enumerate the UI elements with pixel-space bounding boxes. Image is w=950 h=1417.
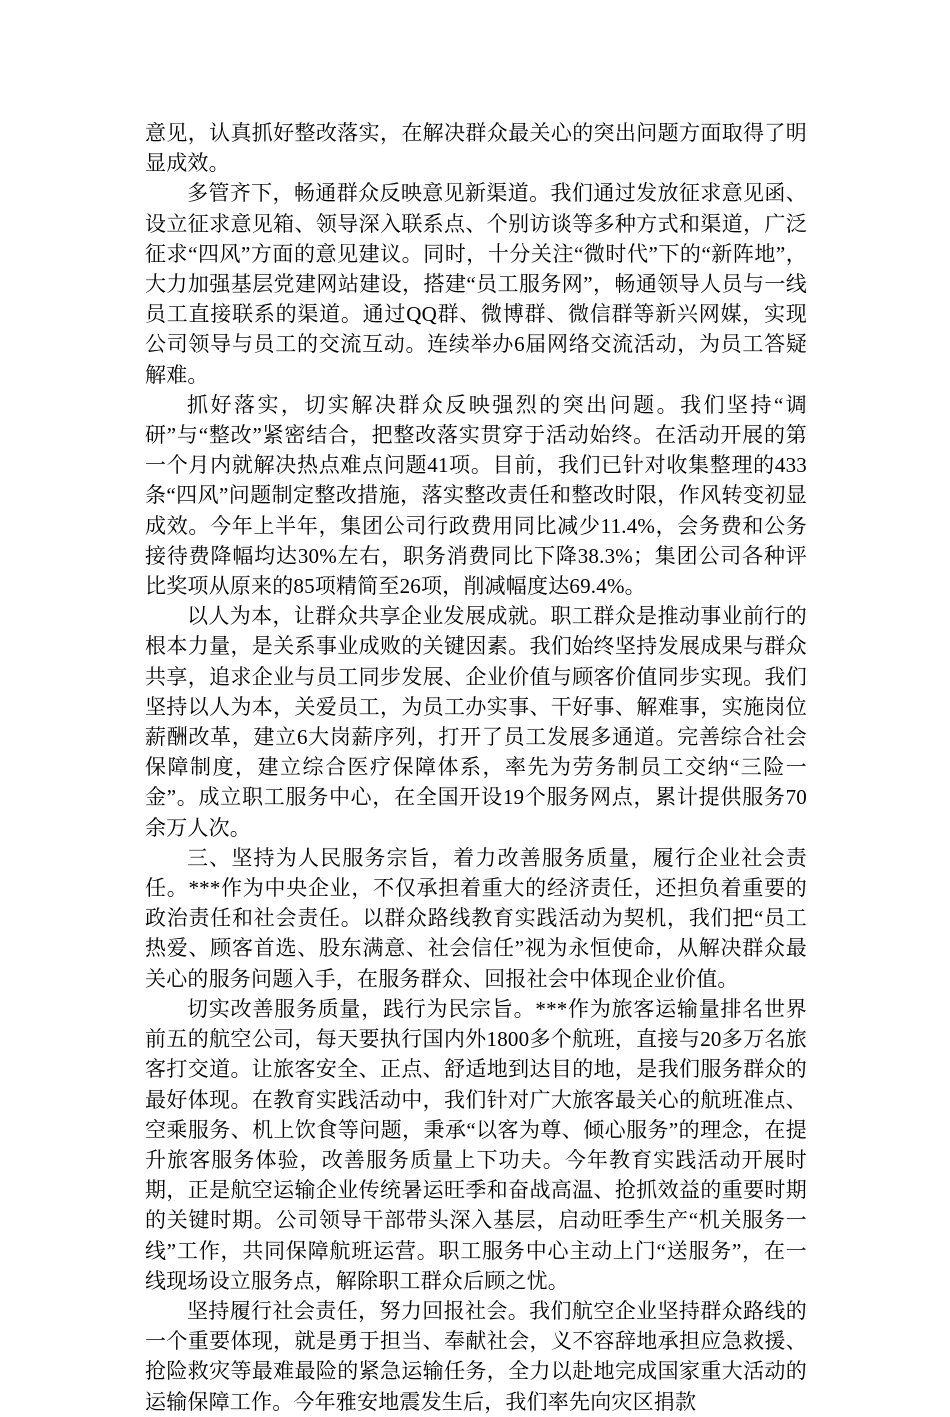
document-body bbox=[145, 118, 807, 1417]
paragraph-continuation: 意见，认真抓好整改落实，在解决群众最关心的突出问题方面取得了明显成效。 bbox=[145, 121, 807, 176]
paragraph-feedback-channels: 多管齐下，畅通群众反映意见新渠道。我们通过发放征求意见函、设立征求意见箱、领导深入联系点、个别访谈等多种方式和渠道，广泛征求“四风”方面的意见建议。同时，十分关注“微时代”下的“新阵地”，大力加强基层党建网站建设，搭建“员工服务网”，畅通领导人员与一线员工直接联系的渠道。通过QQ群、微博群、微信群等新兴网媒，实现公司领导与员工的交流互动。连续举办6届网络交流活动，为员工答疑解难。 bbox=[145, 181, 807, 387]
paragraph-service-quality: 切实改善服务质量，践行为民宗旨。***作为旅客运输量排名世界前五的航空公司，每天要执行国内外1800多个航班，直接与20多万名旅客打交道。让旅客安全、正点、舒适地到达目的地，是我们服务群众的最好体现。在教育实践活动中，我们针对广大旅客最关心的航班准点、空乘服务、机上饮食等问题，秉承“以客为尊、倾心服务”的理念，在提升旅客服务体验，改善服务质量上下功夫。今年教育实践活动开展时期，正是航空运输企业传统暑运旺季和奋战高温、抢抓效益的重要时期的关键时期。公司领导干部带头深入基层，启动旺季生产“机关服务一线”工作，共同保障航班运营。职工服务中心主动上门“送服务”，在一线现场设立服务点，解除职工群众后顾之忧。 bbox=[145, 996, 807, 1293]
paragraph-rectification: 抓好落实，切实解决群众反映强烈的突出问题。我们坚持“调研”与“整改”紧密结合，把整改落实贯穿于活动始终。在活动开展的第一个月内就解决热点难点问题41项。目前，我们已针对收集整理的433条“四风”问题制定整改措施，落实整改责任和整改时限，作风转变初显成效。今年上半年，集团公司行政费用同比减少11.4%，会务费和公务接待费降幅均达30%左右，职务消费同比下降38.3%；集团公司各种评比奖项从原来的85项精简至26项，削减幅度达69.4%。 bbox=[145, 392, 807, 599]
paragraph-section-three: 三、坚持为人民服务宗旨，着力改善服务质量，履行企业社会责任。***作为中央企业，不仅承担着重大的经济责任，还担负着重要的政治责任和社会责任。以群众路线教育实践活动为契机，我们把“员工热爱、顾客首选、股东满意、社会信任”视为永恒使命，从解决群众最关心的服务问题入手，在服务群众、回报社会中体现企业价值。 bbox=[145, 845, 807, 991]
paragraph-people-oriented: 以人为本，让群众共享企业发展成就。职工群众是推动事业前行的根本力量，是关系事业成败的关键因素。我们始终坚持发展成果与群众共享，追求企业与员工同步发展、企业价值与顾客价值同步实现。我们坚持以人为本，关爱员工，为员工办实事、干好事、解难事，实施岗位薪酬改革，建立6大岗薪序列，打开了员工发展多通道。完善综合社会保障制度，建立综合医疗保障体系，率先为劳务制员工交纳“三险一金”。成立职工服务中心，在全国开设19个服务网点，累计提供服务70余万人次。 bbox=[145, 604, 807, 840]
paragraph-social-responsibility: 坚持履行社会责任，努力回报社会。我们航空企业坚持群众路线的一个重要体现，就是勇于担当、奉献社会，义不容辞地承担应急救援、抢险救灾等最难最险的紧急运输任务，全力以赴地完成国家重大活动的运输保障工作。今年雅安地震发生后，我们率先向灾区捐款 bbox=[145, 1298, 807, 1414]
